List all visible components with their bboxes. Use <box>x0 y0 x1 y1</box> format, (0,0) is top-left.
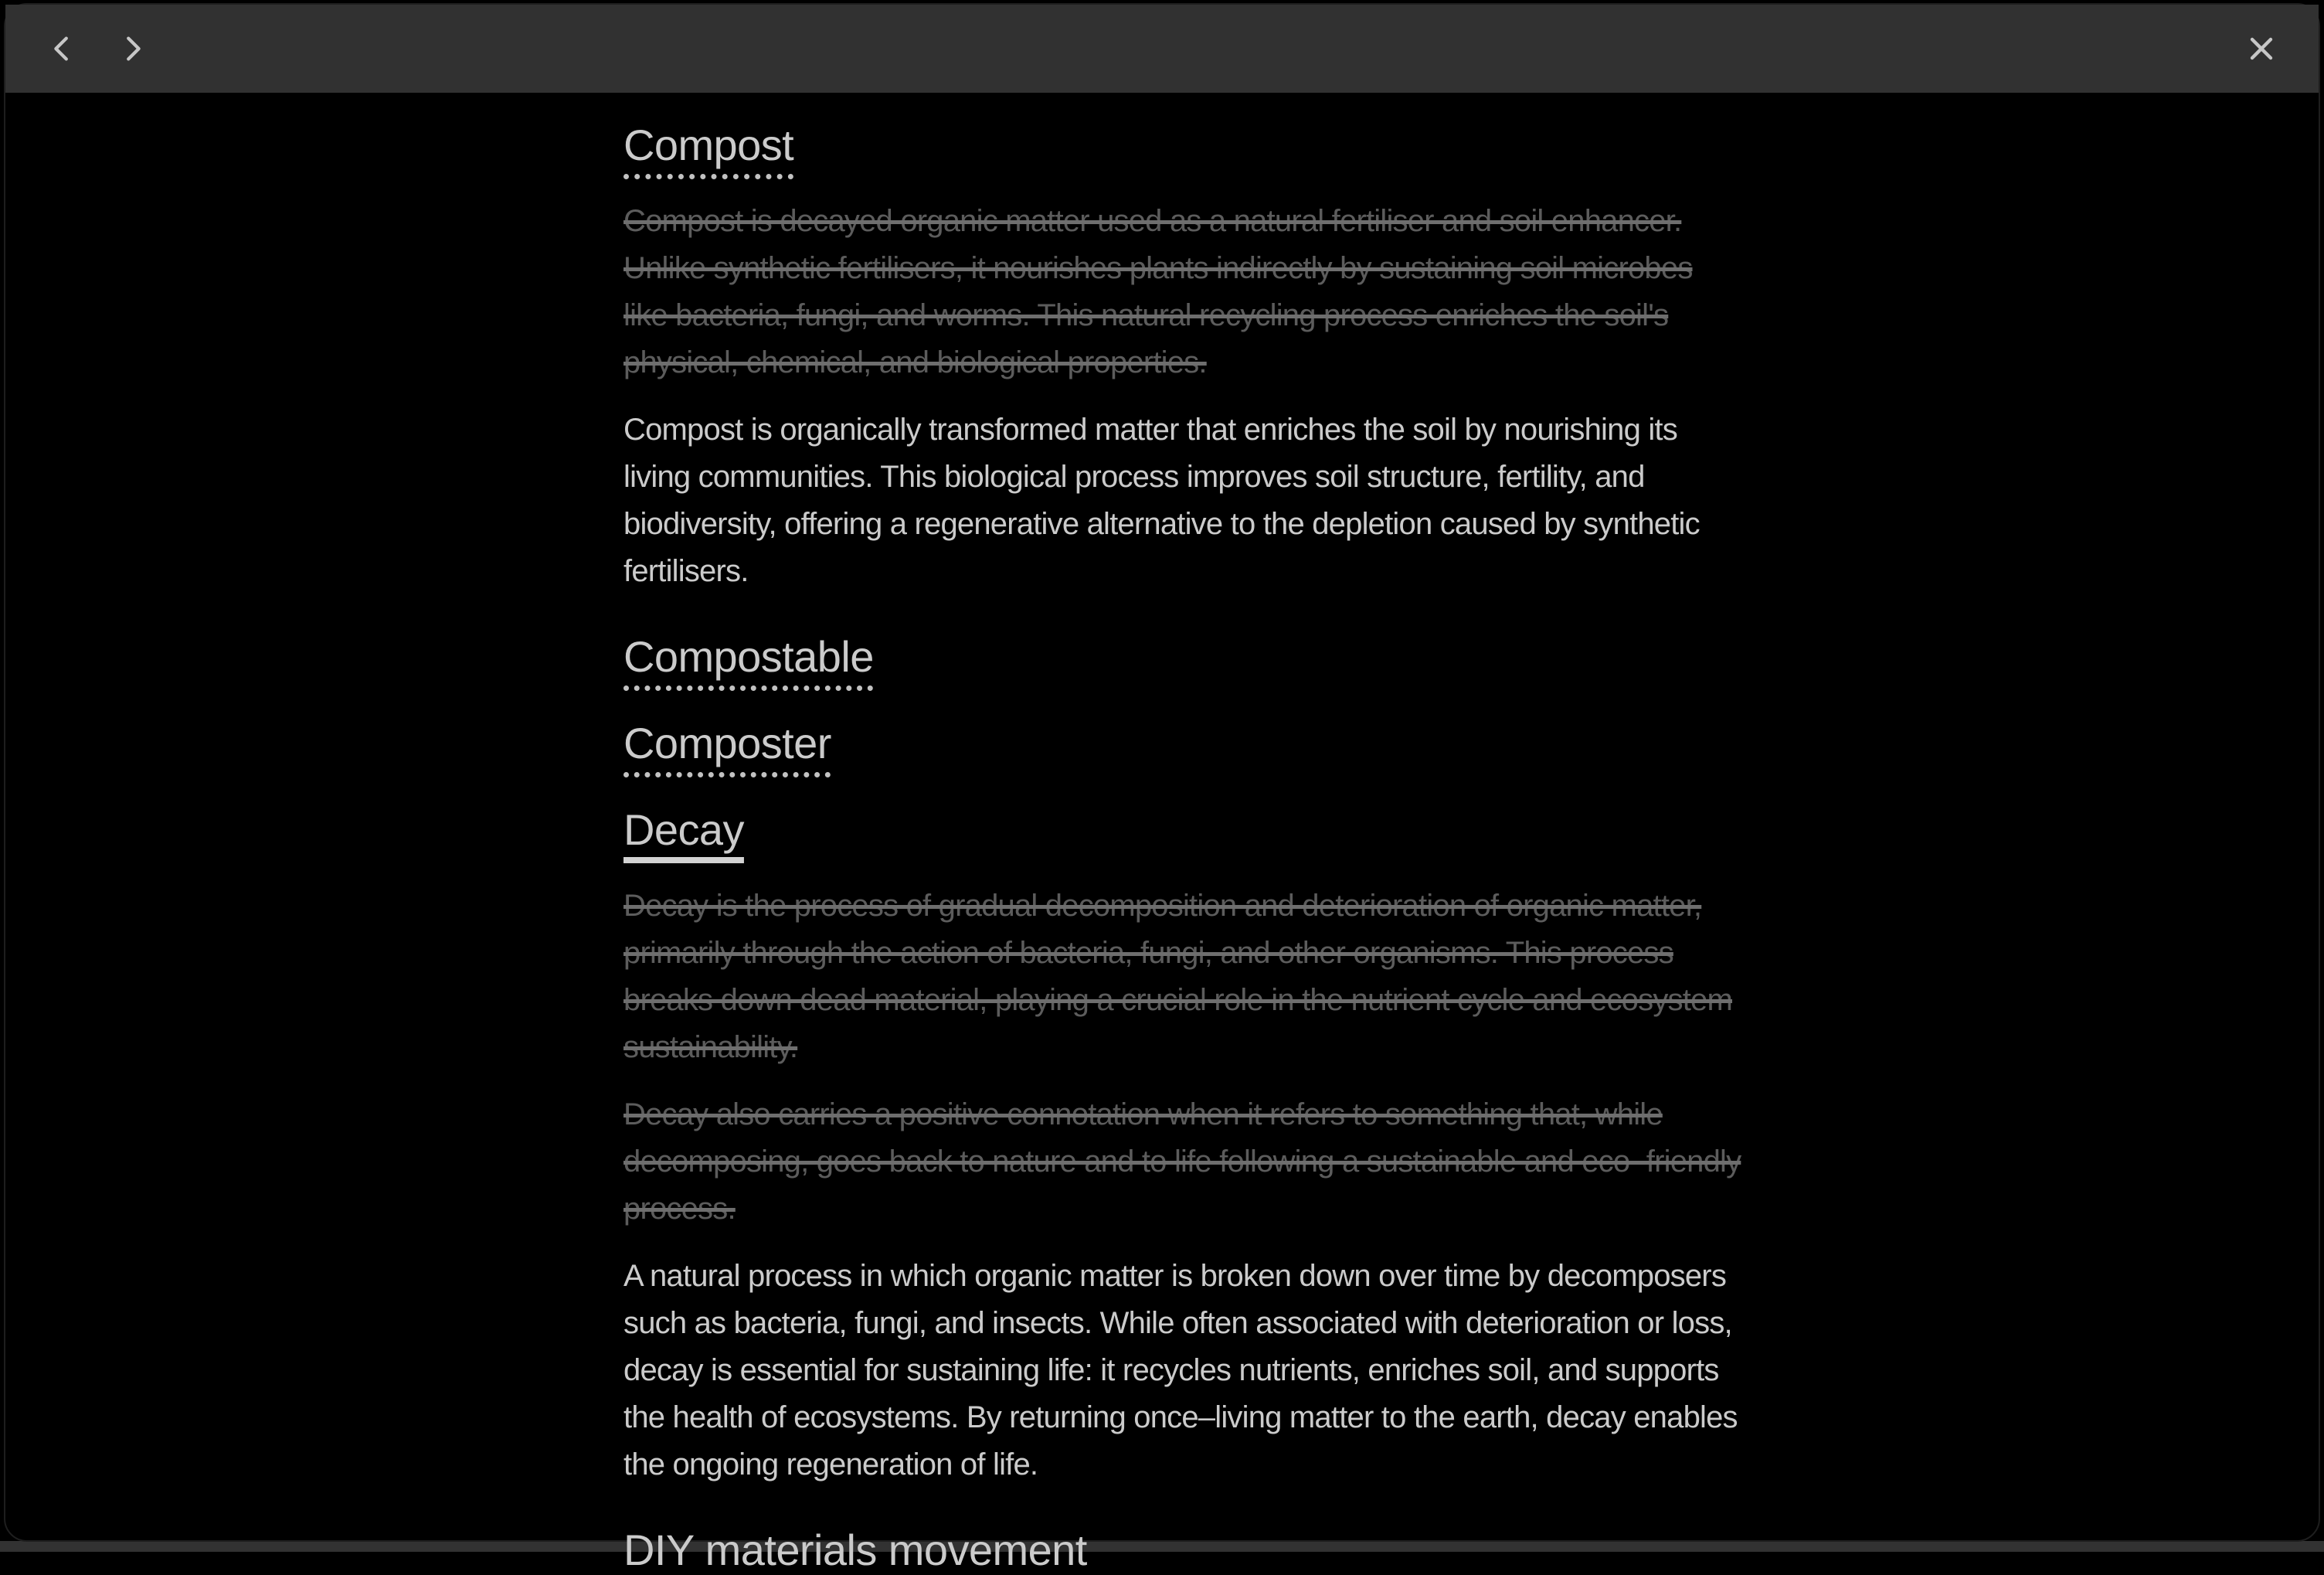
deleted-paragraph <box>623 1091 1741 1233</box>
text-line <box>623 1024 1721 1071</box>
text-line <box>623 548 1721 595</box>
text-line <box>623 292 1721 339</box>
text-line-content: physical, chemical, and biological properties. <box>623 345 1207 379</box>
text-line <box>623 1091 1721 1138</box>
text-line-content: biodiversity, offering a regenerative alternative to the depletion caused by synthetic <box>623 507 1700 541</box>
text-line-content: such as bacteria, fungi, and insects. While often associated with deterioration or loss, <box>623 1306 1732 1340</box>
reader-window <box>4 3 2320 1574</box>
text-line-content: the ongoing regeneration of life. <box>623 1447 1038 1481</box>
close-button[interactable] <box>2240 27 2283 70</box>
text-line <box>623 1138 1741 1186</box>
text-line <box>623 407 1721 454</box>
text-line <box>623 198 1721 245</box>
back-button[interactable] <box>41 27 84 70</box>
term-heading-label: Composter <box>623 719 831 767</box>
reading-content <box>5 93 1741 1575</box>
text-line <box>623 930 1721 977</box>
chevron-left-icon <box>45 31 80 66</box>
term-heading-link[interactable] <box>623 121 1721 170</box>
text-line-content: breaks down dead material, playing a crucial role in the nutrient cycle and ecosystem <box>623 983 1733 1017</box>
text-line <box>623 454 1721 501</box>
text-line <box>623 883 1721 930</box>
text-line-content: decomposing, goes back to nature and to life following a sustainable and eco–friendly <box>623 1145 1741 1179</box>
text-line-content: process. <box>623 1192 736 1226</box>
text-line-content: A natural process in which organic matter is broken down over time by decomposers <box>623 1259 1727 1293</box>
paragraph <box>623 407 1721 595</box>
text-line-content: decay is essential for sustaining life: it recycles nutrients, enriches soil, and supports <box>623 1353 1719 1387</box>
text-line <box>623 977 1733 1024</box>
text-line <box>623 1186 1721 1233</box>
term-heading-link[interactable] <box>623 632 1721 682</box>
term-heading-label: Decay <box>623 805 744 854</box>
text-line-content: primarily through the action of bacteria, fungi, and other organisms. This process <box>623 936 1673 970</box>
text-line-content: Decay also carries a positive connotation when it refers to something that, while <box>623 1097 1663 1131</box>
forward-button[interactable] <box>110 27 154 70</box>
term-heading-link[interactable] <box>623 719 1721 768</box>
text-line-content: Decay is the process of gradual decomposition and deterioration of organic matter, <box>623 889 1702 923</box>
text-line <box>623 245 1721 292</box>
deleted-paragraph <box>623 198 1721 386</box>
text-line <box>623 1253 1727 1300</box>
term-heading-label: Compost <box>623 121 794 169</box>
text-line <box>623 1347 1721 1394</box>
text-line <box>623 1441 1721 1488</box>
chevron-right-icon <box>114 31 150 66</box>
text-line-content: like bacteria, fungi, and worms. This natural recycling process enriches the soil's <box>623 298 1669 332</box>
text-line <box>623 501 1721 548</box>
close-icon <box>2243 30 2280 67</box>
deleted-paragraph <box>623 883 1733 1071</box>
term-heading-link[interactable] <box>623 1526 1721 1575</box>
term-heading-label: Compostable <box>623 632 874 681</box>
text-line-content: fertilisers. <box>623 554 749 588</box>
text-line-content: sustainability. <box>623 1030 798 1064</box>
text-line-content: Compost is decayed organic matter used as a natural fertiliser and soil enhancer. <box>623 204 1682 238</box>
text-line <box>623 1394 1738 1441</box>
term-heading-label: DIY materials movement <box>623 1526 1087 1574</box>
paragraph <box>623 1253 1738 1488</box>
term-heading-link[interactable] <box>623 805 1721 855</box>
text-line <box>623 339 1721 386</box>
text-line-content: the health of ecosystems. By returning once–living matter to the earth, decay enables <box>623 1400 1738 1434</box>
toolbar <box>5 5 2319 93</box>
nav-group <box>41 27 154 70</box>
text-line-content: Unlike synthetic fertilisers, it nourishes plants indirectly by sustaining soil microbes <box>623 251 1693 285</box>
text-line-content: living communities. This biological process improves soil structure, fertility, and <box>623 460 1645 494</box>
text-line-content: Compost is organically transformed matter that enriches the soil by nourishing its <box>623 413 1677 447</box>
text-line <box>623 1300 1732 1347</box>
